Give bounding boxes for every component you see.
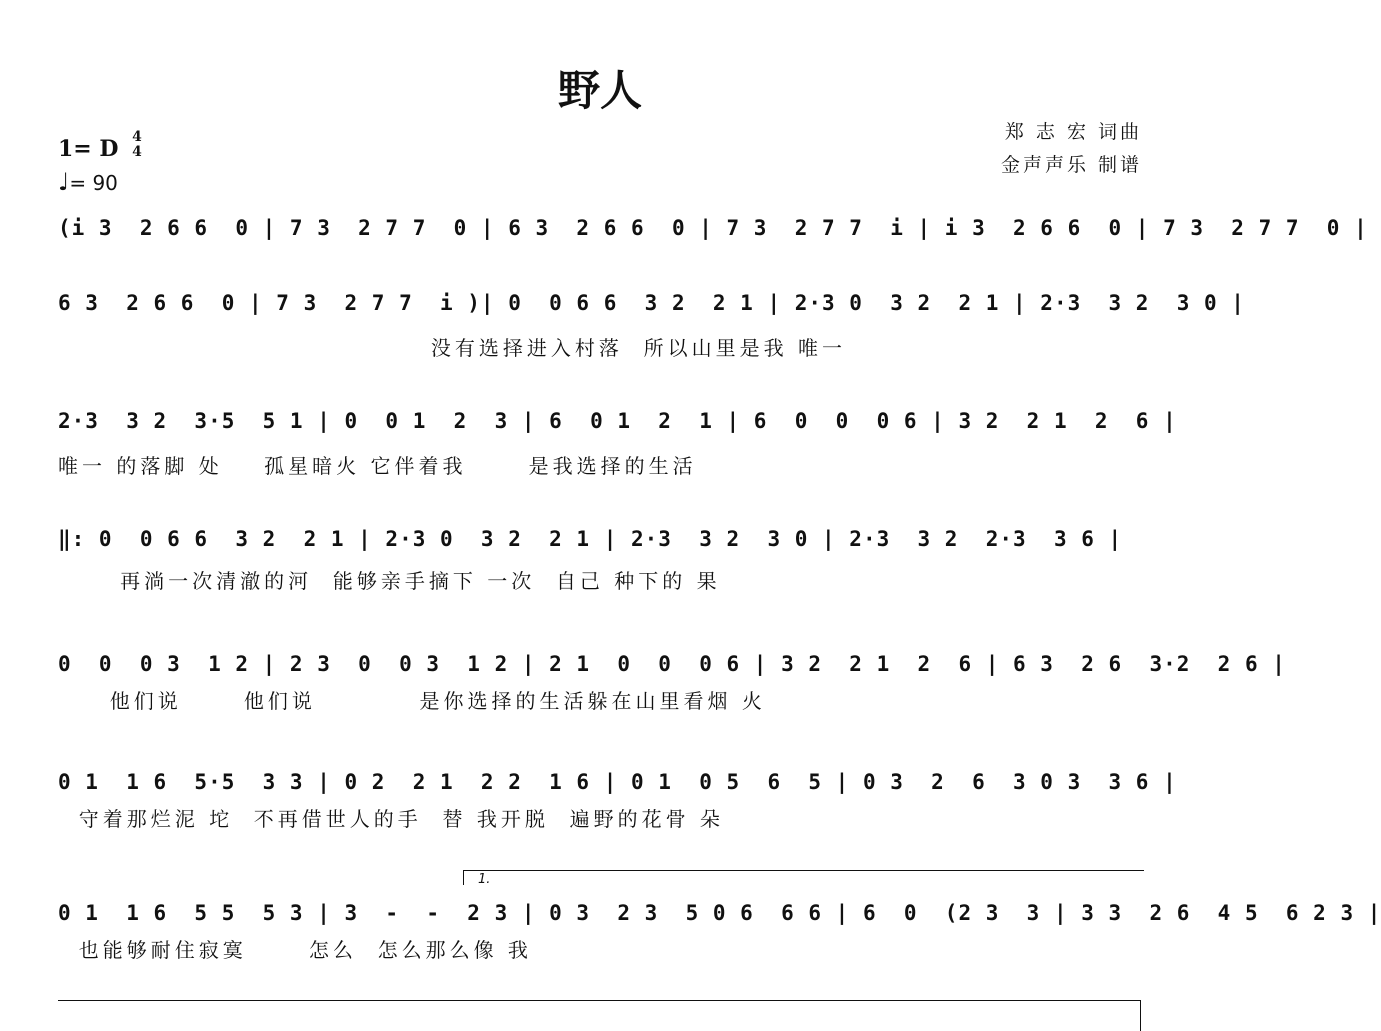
first-ending-bracket — [463, 870, 1144, 885]
lyricist-composer-credit: 郑 志 宏 词曲 — [1004, 121, 1142, 143]
credits — [1001, 116, 1142, 182]
lyrics-row-5: 他们说 他们说 是你选择的生活躲在山里看烟 火 — [58, 689, 766, 713]
first-ending-label: 1. — [478, 872, 491, 887]
time-signature-top: 4 — [132, 129, 142, 145]
song-title: 野人 — [557, 66, 642, 115]
lyrics-row-2: 没有选择进入村落 所以山里是我 唯一 — [58, 336, 846, 360]
tempo-marking — [58, 168, 118, 196]
notation-row-6: 0 1 1 6 5·5 3 3 | 0 2 2 1 2 2 1 6 | 0 1 0 5 6 5 | 0 3 2 6 3 0 3 3 6 | — [58, 770, 1177, 794]
time-signature — [128, 130, 146, 160]
transcriber-credit: 金声声乐 制谱 — [1000, 154, 1142, 176]
lyrics-row-6: 守着那烂泥 坨 不再借世人的手 替 我开脱 遍野的花骨 朵 — [58, 807, 724, 831]
tempo-value: = 90 — [69, 171, 118, 195]
notation-row-4: ‖: 0 0 6 6 3 2 2 1 | 2·3 0 3 2 2 1 | 2·3 3 2 3 0 | 2·3 3 2 2·3 3 6 | — [58, 527, 1123, 551]
time-signature-bottom: 4 — [132, 144, 142, 160]
notation-row-7: 0 1 1 6 5 5 5 3 | 3 - - 2 3 | 0 3 2 3 5 0 6 6 6 | 6 0 (2 3 3 | 3 3 2 6 4 5 6 2 3 | — [58, 901, 1381, 925]
next-system-frame — [58, 1000, 1141, 1031]
key-signature: 1= D — [58, 136, 119, 162]
notation-row-2: 6 3 2 6 6 0 | 7 3 2 7 7 i )| 0 0 6 6 3 2 2 1 | 2·3 0 3 2 2 1 | 2·3 3 2 3 0 | — [58, 291, 1245, 315]
quarter-note-icon: ♩ — [58, 168, 70, 196]
lyrics-row-7: 也能够耐住寂寞 怎么 怎么那么像 我 — [58, 938, 532, 962]
notation-row-5: 0 0 0 3 1 2 | 2 3 0 0 3 1 2 | 2 1 0 0 0 6 | 3 2 2 1 2 6 | 6 3 2 6 3·2 2 6 | — [58, 652, 1286, 676]
notation-row-3: 2·3 3 2 3·5 5 1 | 0 0 1 2 3 | 6 0 1 2 1 | 6 0 0 0 6 | 3 2 2 1 2 6 | — [58, 409, 1177, 433]
lyrics-row-4: 再淌一次清澈的河 能够亲手摘下 一次 自己 种下的 果 — [58, 569, 721, 593]
lyrics-row-3: 唯一 的落脚 处 孤星暗火 它伴着我 是我选择的生活 — [58, 454, 697, 478]
notation-row-1: (i 3 2 6 6 0 | 7 3 2 7 7 0 | 6 3 2 6 6 0 | 7 3 2 7 7 i | i 3 2 6 6 0 | 7 3 2 7 7 0 | — [58, 216, 1368, 240]
